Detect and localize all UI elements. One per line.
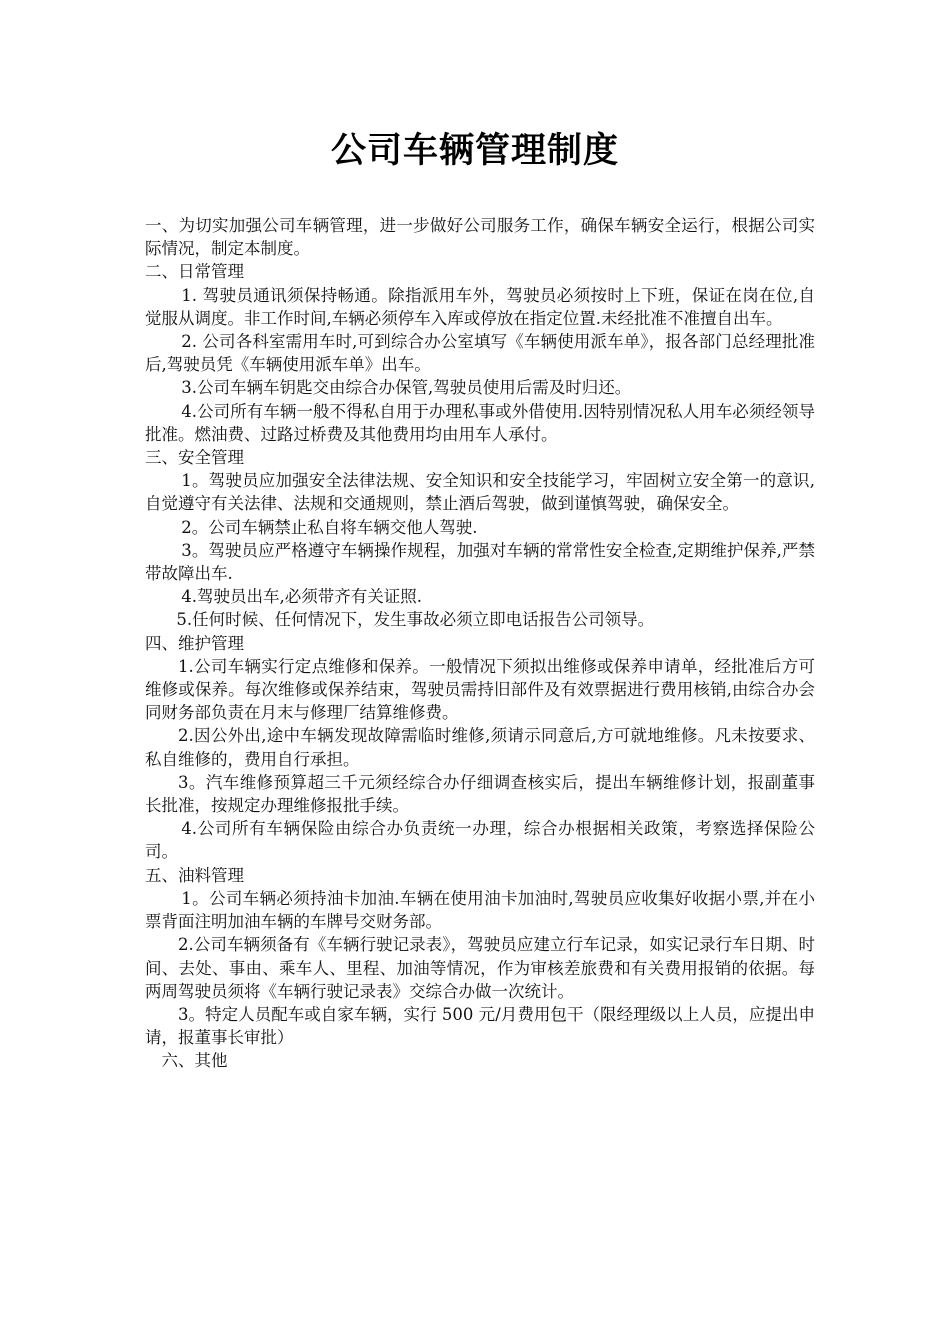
paragraph-safety-1: 1。驾驶员应加强安全法律法规、安全知识和安全技能学习，牢固树立安全第一的意识,自觉遵守有关法律、法规和交通规则，禁止酒后驾驶，做到谨慎驾驶，确保安全。	[145, 471, 815, 514]
paragraph-maintenance-2: 2.因公外出,途中车辆发现故障需临时维修,须请示同意后,方可就地维修。凡未按要求、私自维修的，费用自行承担。	[145, 726, 815, 769]
paragraph-daily-1: 1. 驾驶员通讯须保持畅通。除指派用车外，驾驶员必须按时上下班，保证在岗在位,自觉服从调度。非工作时间,车辆必须停车入库或停放在指定位置.未经批准不准擅自出车。	[145, 285, 815, 328]
paragraph-fuel-1: 1。公司车辆必须持油卡加油.车辆在使用油卡加油时,驾驶员应收集好收据小票,并在小票背面注明加油车辆的车牌号交财务部。	[145, 888, 815, 932]
paragraph-maintenance-4: 4.公司所有车辆保险由综合办负责统一办理，综合办根据相关政策，考察选择保险公司。	[145, 819, 815, 862]
paragraph-daily-3: 3.公司车辆车钥匙交由综合办保管,驾驶员使用后需及时归还。	[181, 378, 632, 398]
paragraph-maintenance-1: 1.公司车辆实行定点维修和保养。一般情况下须拟出维修或保养申请单，经批准后方可维修或保养。每次维修或保养结束，驾驶员需持旧部件及有效票据进行费用核销,由综合办会同财务部负责在月末与修理厂结算维修费。	[145, 656, 815, 723]
section-heading-fuel: 五、油料管理	[145, 865, 244, 885]
paragraph-fuel-2: 2.公司车辆须备有《车辆行驶记录表》，驾驶员应建立行车记录，如实记录行车日期、时间、去处、事由、乘车人、里程、加油等情况，作为审核差旅费和有关费用报销的依据。每两周驾驶员须将《车辆行驶记录表》交综合办做一次统计。	[145, 935, 815, 1001]
section-heading-safety: 三、安全管理	[145, 448, 244, 468]
section-heading-other: 六、其他	[161, 1051, 228, 1071]
section-heading-maintenance: 四、维护管理	[145, 633, 244, 653]
paragraph-safety-2: 2。公司车辆禁止私自将车辆交他人驾驶.	[181, 517, 478, 537]
document-title: 公司车辆管理制度	[330, 131, 619, 171]
section-heading-daily: 二、日常管理	[145, 262, 244, 282]
document-body	[145, 214, 815, 1073]
paragraph-intro: 一、为切实加强公司车辆管理，进一步做好公司服务工作，确保车辆安全运行，根据公司实际情况，制定本制度。	[145, 216, 815, 259]
paragraph-safety-4: 4.驾驶员出车,必须带齐有关证照.	[181, 587, 423, 607]
paragraph-daily-2: 2. 公司各科室需用车时,可到综合办公室填写《车辆使用派车单》，报各部门总经理批准后,驾驶员凭《车辆使用派车单》出车。	[145, 332, 815, 375]
paragraph-safety-3: 3。驾驶员应严格遵守车辆操作规程，加强对车辆的常常性安全检查,定期维护保养,严禁带故障出车.	[145, 540, 815, 584]
paragraph-fuel-3: 3。特定人员配车或自家车辆，实行 500 元/月费用包干（限经理级以上人员，应提出申请，报董事长审批）	[145, 1004, 815, 1048]
paragraph-daily-4: 4.公司所有车辆一般不得私自用于办理私事或外借使用.因特别情况私人用车必须经领导批准。燃油费、过路过桥费及其他费用均由用车人承付。	[145, 401, 815, 444]
paragraph-maintenance-3: 3。汽车维修预算超三千元须经综合办仔细调查核实后，提出车辆维修计划，报副董事长批准，按规定办理维修报批手续。	[145, 772, 815, 816]
paragraph-safety-5: 5.任何时候、任何情况下，发生事故必须立即电话报告公司领导。	[176, 610, 655, 630]
